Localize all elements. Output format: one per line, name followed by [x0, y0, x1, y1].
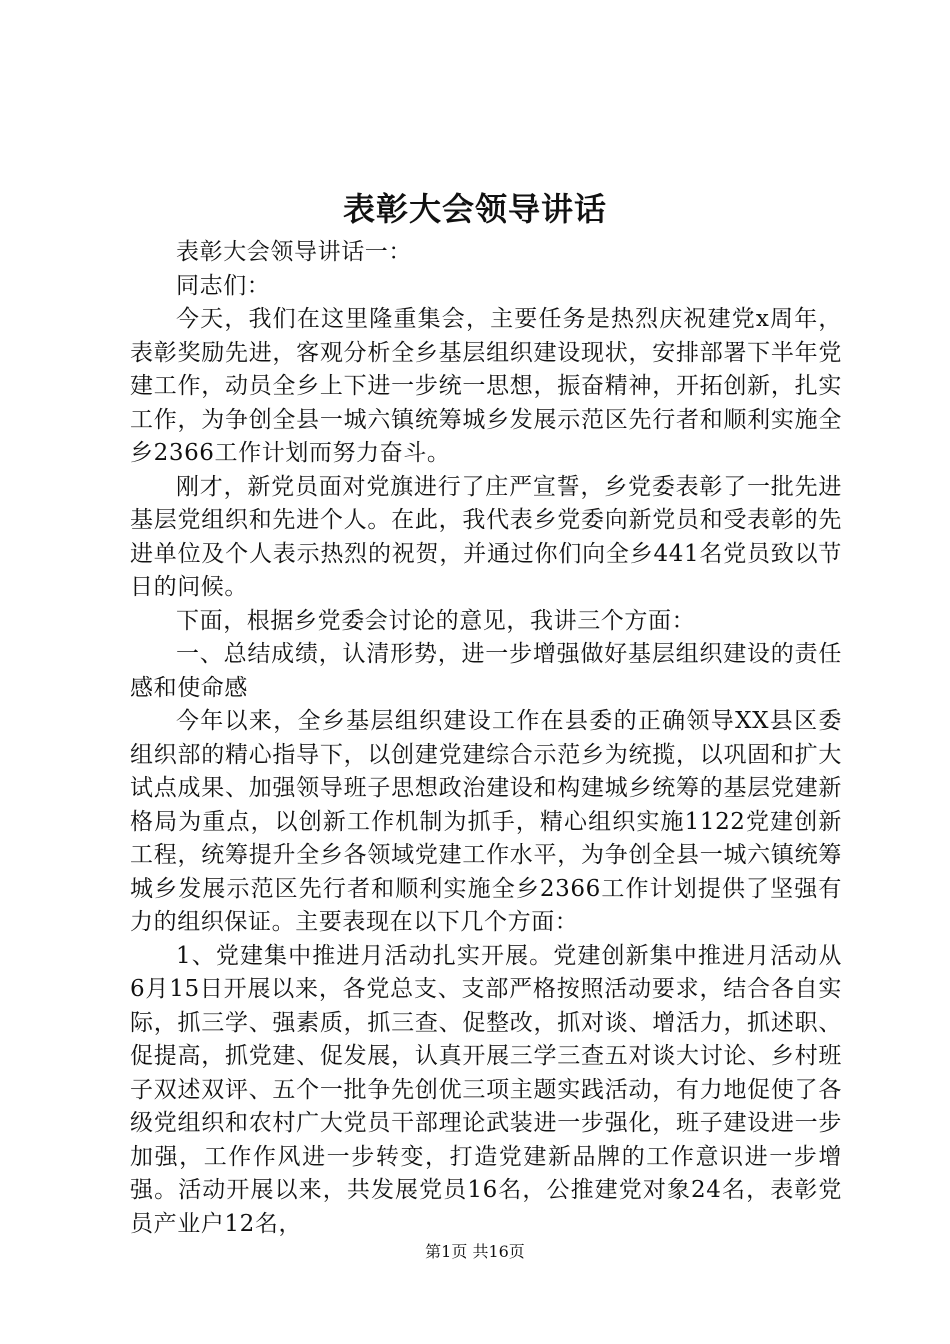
page-number-footer: 第1页 共16页	[425, 1242, 525, 1261]
paragraph-opening: 今天，我们在这里隆重集会，主要任务是热烈庆祝建党x周年，表彰奖励先进，客观分析全乡基层组织建设现状，安排部署下半年党建工作，动员全乡上下进一步统一思想，振奋精神，开拓创新，扎实工作，为争创全县一城六镇统筹城乡发展示范区先行者和顺利实施全乡2366工作计划而努力奋斗。	[130, 306, 842, 466]
document-body	[130, 236, 842, 1241]
paragraph-outline: 下面，根据乡党委会讨论的意见，我讲三个方面：	[176, 607, 696, 634]
paragraph-congratulation: 刚才，新党员面对党旗进行了庄严宣誓，乡党委表彰了一批先进基层党组织和先进个人。在此，我代表乡党委向新党员和受表彰的先进单位及个人表示热烈的祝贺，并通过你们向全乡441名党员致以节日的问候。	[130, 473, 842, 600]
document-title: 表彰大会领导讲话	[342, 190, 607, 228]
paragraph-point-one: 1、党建集中推进月活动扎实开展。党建创新集中推进月活动从6月15日开展以来，各党总支、支部严格按照活动要求，结合各自实际，抓三学、强素质，抓三查、促整改，抓对谈、增活力，抓述职、促提高，抓党建、促发展，认真开展三学三查五对谈大讨论、乡村班子双述双评、五个一批争先创优三项主题实践活动，有力地促使了各级党组织和农村广大党员干部理论武装进一步强化，班子建设进一步加强，工作作风进一步转变，打造党建新品牌的工作意识进一步增强。活动开展以来，共发展党员16名，公推建党对象24名，表彰党员产业户12名，	[130, 942, 842, 1237]
section-heading-one: 一、总结成绩，认清形势，进一步增强做好基层组织建设的责任感和使命感	[130, 641, 842, 701]
paragraph-salutation: 同志们：	[176, 272, 271, 299]
paragraph-achievements: 今年以来，全乡基层组织建设工作在县委的正确领导XX县区委组织部的精心指导下，以创建党建综合示范乡为统揽，以巩固和扩大试点成果、加强领导班子思想政治建设和构建城乡统筹的基层党建新格局为重点，以创新工作机制为抓手，精心组织实施1122党建创新工程，统筹提升全乡各领域党建工作水平，为争创全县一城六镇统筹城乡发展示范区先行者和顺利实施全乡2366工作计划提供了坚强有力的组织保证。主要表现在以下几个方面：	[130, 708, 842, 935]
paragraph-heading-label: 表彰大会领导讲话一：	[176, 239, 412, 265]
